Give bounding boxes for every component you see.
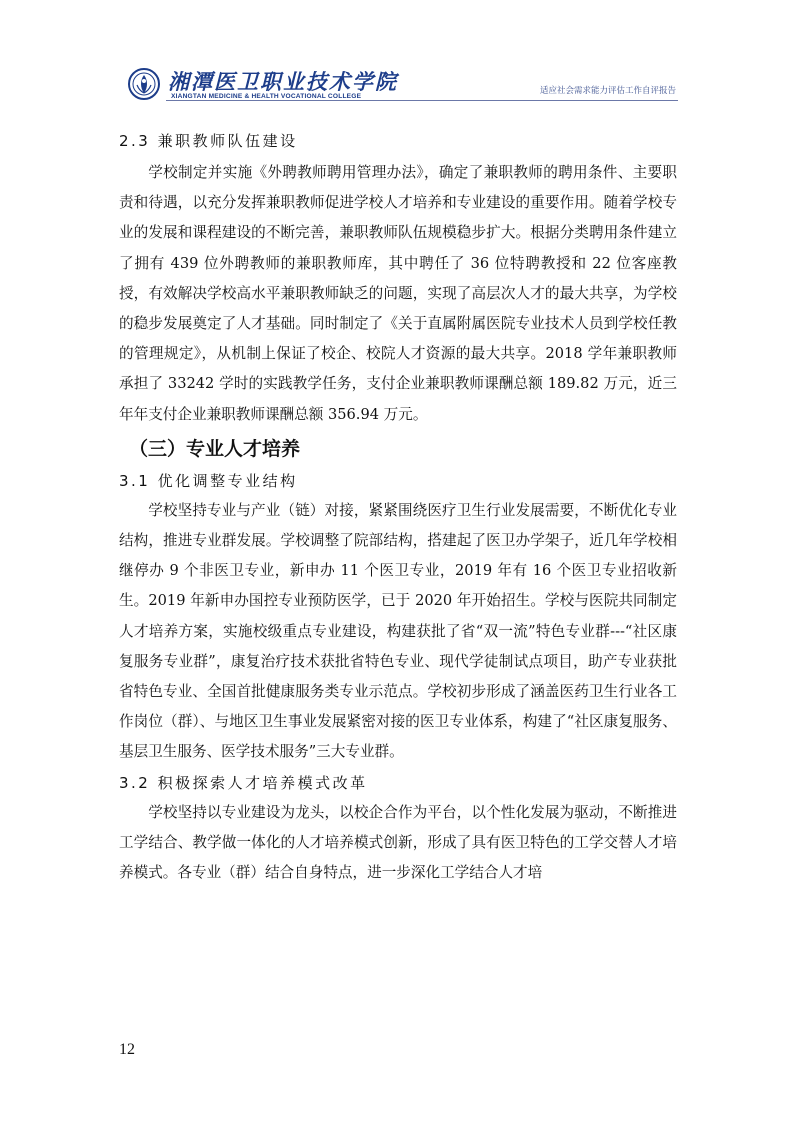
chapter-heading-3: （三）专业人才培养 (129, 437, 301, 460)
school-name-en: XIANGTAN MEDICINE & HEALTH VOCATIONAL COLLEGE (171, 93, 362, 100)
school-name-cn: 湘潭医卫职业技术学院 (168, 69, 398, 94)
section-heading-2-3: 2.3 兼职教师队伍建设 (119, 132, 298, 150)
header-divider (166, 100, 678, 101)
page-header (116, 62, 678, 106)
page-number: 12 (119, 1041, 135, 1058)
section-heading-3-2: 3.2 积极探索人才培养模式改革 (119, 773, 368, 792)
paragraph-2-3: 学校制定并实施《外聘教师聘用管理办法》，确定了兼职教师的聘用条件、主要职责和待遇，以充分发挥兼职教师促进学校人才培养和专业建设的重要作用。随着学校专业的发展和课程建设的不断完善，兼职教师队伍规模稳步扩大。根据分类聘用条件建立了拥有 439 位外聘教师的兼职教师库，其中聘任了 36 位特聘教授和 22 位客座教授，有效解决学校高水平兼职教师缺乏的问题，实现了高层次人才的最大共享，为学校的稳步发展奠定了人才基础。同时制定了《关于直属附属医院专业技术人员到学校任教的管理规定》，从机制上保证了校企、校院人才资源的最大共享。2018 学年兼职教师承担了 33242 学时的实践教学任务，支付企业兼职教师课酬总额 189.82 万元，近三年年支付企业兼职教师课酬总额 356.94 万元。 (119, 164, 677, 423)
page-content (119, 126, 677, 888)
paragraph-3-1: 学校坚持专业与产业（链）对接，紧紧围绕医疗卫生行业发展需要，不断优化专业结构，推进专业群发展。学校调整了院部结构，搭建起了医卫办学架子，近几年学校相继停办 9 个非医卫专业，新申办 11 个医卫专业，2019 年有 16 个医卫专业招收新生。2019 年新申办国控专业预防医学，已于 2020 年开始招生。学校与医院共同制定人才培养方案，实施校级重点专业建设，构建获批了省“双一流”特色专业群---“社区康复服务专业群”，康复治疗技术获批省特色专业、现代学徒制试点项目，助产专业获批省特色专业、全国首批健康服务类专业示范点。学校初步形成了涵盖医药卫生行业各工作岗位（群）、与地区卫生事业发展紧密对接的医卫专业体系，构建了“社区康复服务、基层卫生服务、医学技术服务”三大专业群。 (119, 501, 677, 761)
college-emblem-icon (128, 68, 160, 100)
section-heading-3-1: 3.1 优化调整专业结构 (119, 471, 298, 490)
paragraph-3-2: 学校坚持以专业建设为龙头，以校企合作为平台，以个性化发展为驱动，不断推进工学结合、教学做一体化的人才培养模式创新，形成了具有医卫特色的工学交替人才培养模式。各专业（群）结合自身特点，进一步深化工学结合人才培 (119, 803, 677, 882)
report-title: 适应社会需求能力评估工作自评报告 (539, 86, 676, 96)
